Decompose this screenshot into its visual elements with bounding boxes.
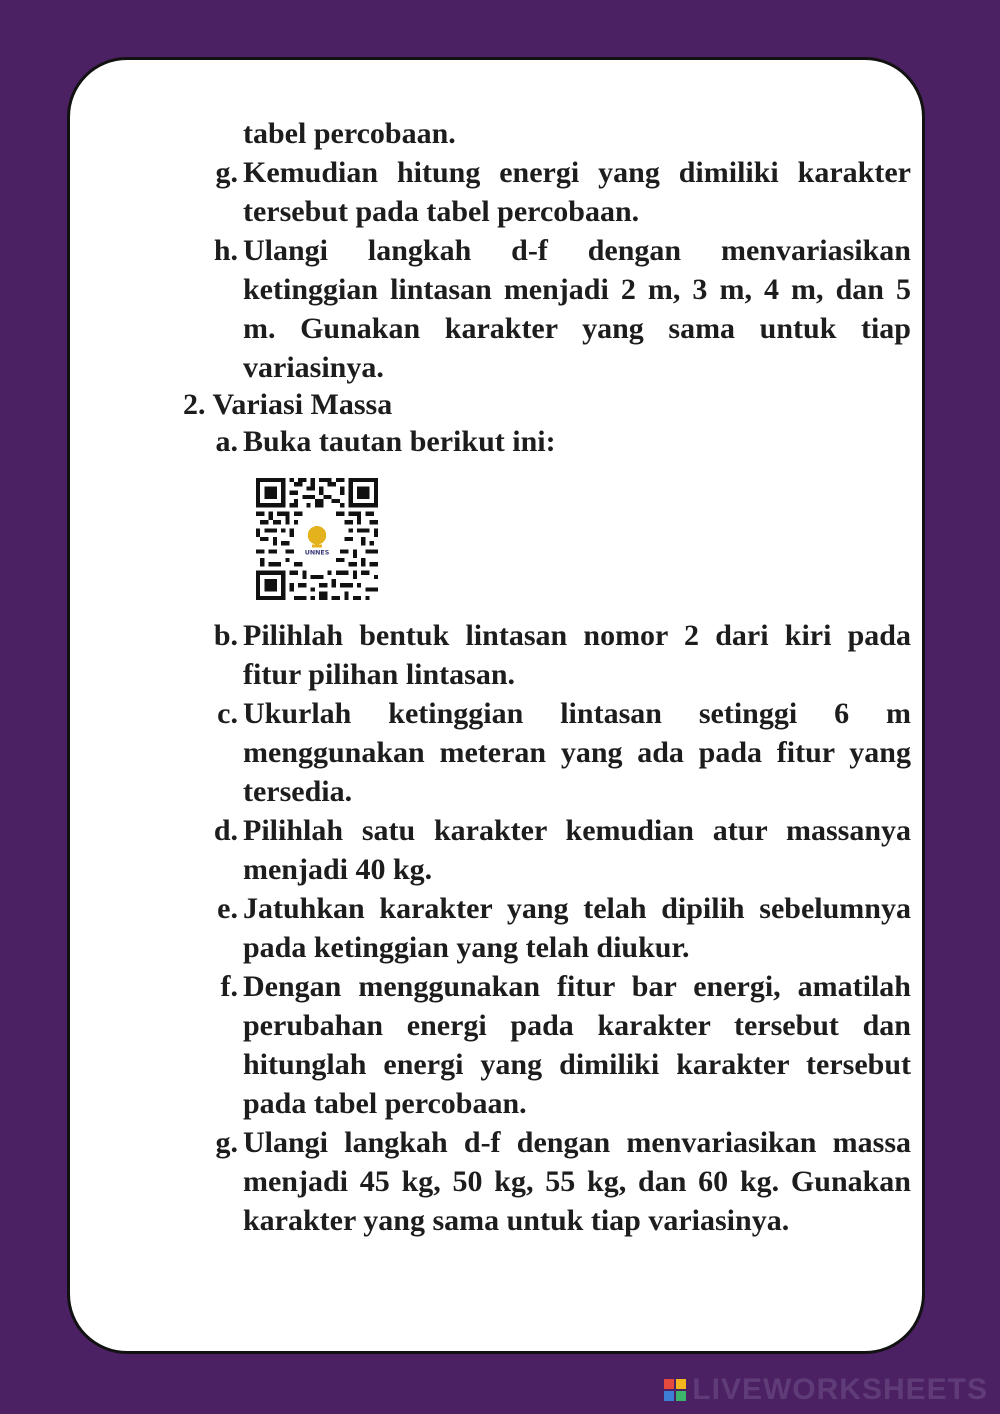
text-line: pada tabel percobaan.: [243, 1087, 527, 1120]
list-marker-h: h.: [213, 234, 238, 267]
qr-logo-text: UNNES: [304, 549, 330, 557]
text-line: pada ketinggian yang telah diukur.: [243, 931, 690, 964]
text-line: Buka tautan berikut ini:: [243, 425, 556, 458]
list-marker-d: d.: [213, 814, 238, 847]
text-line: Ulangi langkah d-f dengan menvariasikan massa: [243, 1126, 911, 1159]
list-marker-e: e.: [217, 892, 238, 925]
text-line: m. Gunakan karakter yang sama untuk tiap: [243, 312, 911, 345]
text-line: ketinggian lintasan menjadi 2 m, 3 m, 4 m, dan 5: [243, 273, 911, 306]
text-line: tersebut pada tabel percobaan.: [243, 195, 640, 228]
text-line: tabel percobaan.: [243, 117, 456, 150]
text-line: tersedia.: [243, 775, 353, 808]
list-marker-a: a.: [215, 425, 238, 458]
footer-brand-text: LIVEWORKSHEETS: [692, 1373, 988, 1406]
text-line: Pilihlah satu karakter kemudian atur massanya: [243, 814, 911, 847]
text-line: Ukurlah ketinggian lintasan setinggi 6 m: [243, 697, 911, 730]
text-line: menjadi 45 kg, 50 kg, 55 kg, dan 60 kg. Gunakan: [243, 1165, 911, 1198]
text-line: Kemudian hitung energi yang dimiliki karakter: [243, 156, 911, 189]
text-line: menjadi 40 kg.: [243, 853, 433, 886]
qr-code[interactable]: [256, 478, 378, 600]
text-line: perubahan energi pada karakter tersebut dan: [243, 1009, 911, 1042]
section-heading: 2. Variasi Massa: [183, 388, 393, 421]
text-line: variasinya.: [243, 351, 384, 384]
list-marker-g: g.: [215, 156, 238, 189]
text-line: Jatuhkan karakter yang telah dipilih sebelumnya: [243, 892, 911, 925]
liveworksheets-logo-icon: [664, 1379, 686, 1401]
list-marker-f: f.: [220, 970, 238, 1003]
list-marker-b: b.: [213, 619, 238, 652]
text-line: fitur pilihan lintasan.: [243, 658, 516, 691]
list-marker-c: c.: [217, 697, 238, 730]
text-line: menggunakan meteran yang ada pada fitur yang: [243, 736, 911, 769]
list-marker-g: g.: [215, 1126, 238, 1159]
text-line: Pilihlah bentuk lintasan nomor 2 dari kiri pada: [243, 619, 911, 652]
text-line: Dengan menggunakan fitur bar energi, amatilah: [243, 970, 911, 1003]
footer-brand[interactable]: [664, 1372, 988, 1408]
unnes-logo-icon: [308, 526, 327, 545]
text-line: Ulangi langkah d-f dengan menvariasikan: [243, 234, 911, 267]
text-line: hitunglah energi yang dimiliki karakter tersebut: [243, 1048, 911, 1081]
text-line: karakter yang sama untuk tiap variasinya.: [243, 1204, 790, 1237]
